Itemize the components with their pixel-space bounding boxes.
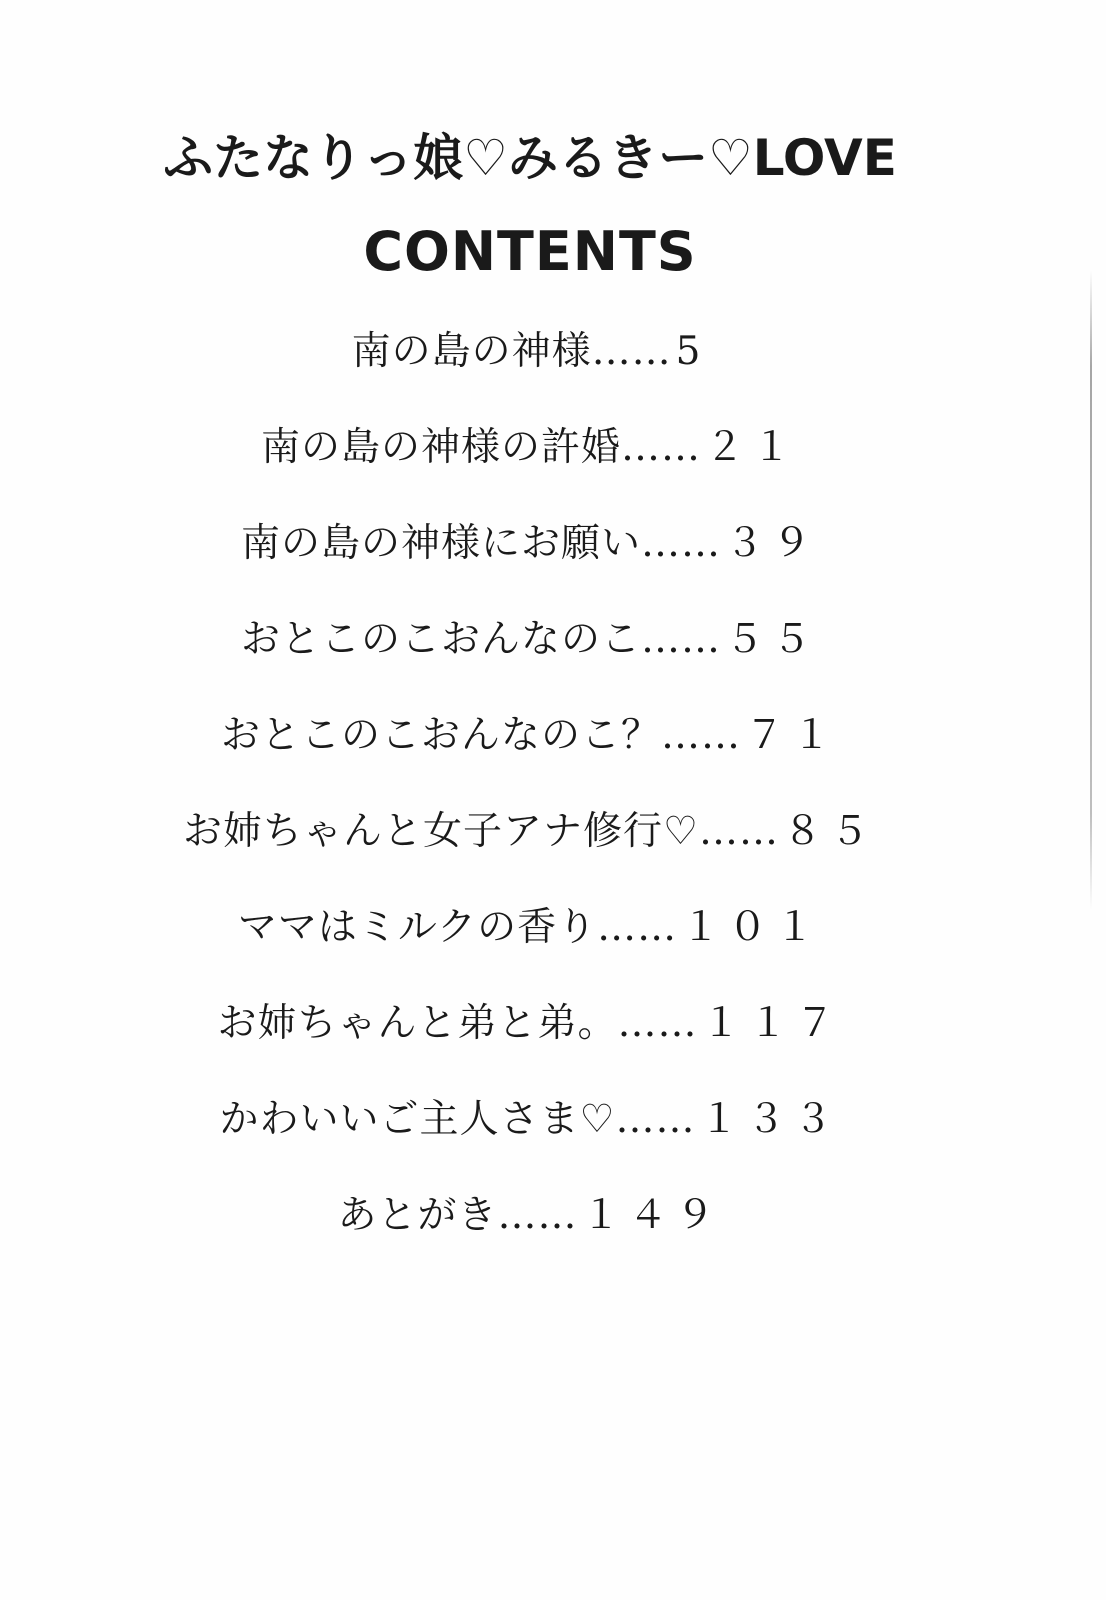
toc-entry-title: おとこのこおんなのこ？ <box>220 713 661 758</box>
toc-entry-leader: …… <box>641 617 721 662</box>
toc-entry-leader: …… <box>497 1193 578 1238</box>
toc-entry-page: ７１ <box>745 713 840 758</box>
toc-entry-leader: …… <box>641 521 721 566</box>
toc-entry <box>0 790 1060 886</box>
table-of-contents <box>0 310 1060 1270</box>
toc-entry <box>0 406 1060 502</box>
toc-entry-title: お姉ちゃんと女子アナ修行♡ <box>183 809 699 854</box>
page-edge-shadow <box>1090 270 1092 910</box>
toc-entry <box>0 310 1060 406</box>
toc-entry <box>0 886 1060 982</box>
toc-entry <box>0 694 1060 790</box>
toc-entry-leader: …… <box>661 713 741 758</box>
toc-entry-page: １３３ <box>699 1097 841 1142</box>
toc-entry-page: １０１ <box>681 905 823 950</box>
toc-entry-page: ８５ <box>782 809 877 854</box>
toc-entry <box>0 1174 1060 1270</box>
toc-entry-title: お姉ちゃんと弟と弟。 <box>217 1001 618 1046</box>
toc-entry <box>0 1078 1060 1174</box>
toc-entry-page: 5 <box>675 329 709 374</box>
toc-entry-title: おとこのこおんなのこ <box>240 617 641 662</box>
toc-entry-page: ３９ <box>725 521 820 566</box>
toc-entry-leader: …… <box>621 425 701 470</box>
toc-entry-leader: …… <box>597 905 678 950</box>
toc-entry <box>0 982 1060 1078</box>
toc-entry-title: ママはミルクの香り <box>237 905 598 950</box>
toc-entry-title: あとがき <box>337 1193 498 1238</box>
toc-entry-title: かわいいご主人さま♡ <box>219 1097 616 1142</box>
toc-entry-title: 南の島の神様にお願い <box>240 521 641 566</box>
toc-entry-leader: …… <box>617 1001 698 1046</box>
toc-entry <box>0 502 1060 598</box>
toc-entry-page: １１７ <box>701 1001 843 1046</box>
toc-entry-page: ２１ <box>705 425 800 470</box>
book-title: ふたなりっ娘♡みるきー♡LOVE <box>163 129 897 187</box>
toc-entry-leader: …… <box>591 329 672 374</box>
toc-entry-page: ５５ <box>725 617 820 662</box>
toc-entry-leader: …… <box>615 1097 696 1142</box>
contents-heading: CONTENTS <box>363 220 697 283</box>
toc-entry <box>0 598 1060 694</box>
toc-entry-title: 南の島の神様の許婚 <box>260 425 621 470</box>
toc-entry-title: 南の島の神様 <box>351 329 592 374</box>
toc-entry-page: １４９ <box>581 1193 723 1238</box>
toc-entry-leader: …… <box>698 809 779 854</box>
